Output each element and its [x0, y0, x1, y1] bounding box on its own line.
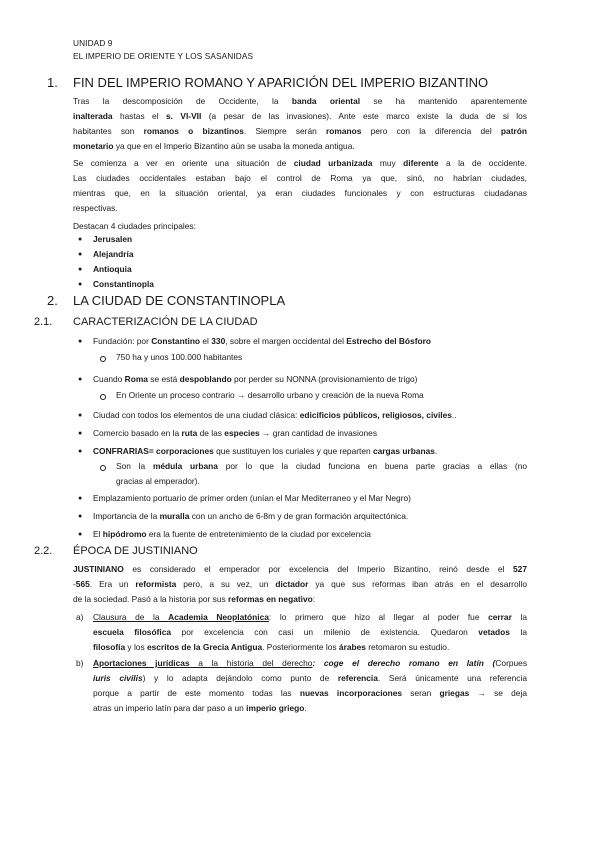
emphasis: cargas urbanas — [372, 446, 435, 456]
emphasis: 330 — [211, 336, 226, 346]
text-run: Emplazamiento portuario de primer orden (unían el Mar Mediterraneo y el Mar Negro) — [93, 493, 411, 503]
emphasis: hipódromo — [102, 529, 147, 539]
list-item — [93, 493, 411, 503]
text-run: de la sociedad. Pasó a la historia por sus — [73, 594, 229, 604]
emphasis: ruta — [181, 428, 198, 438]
text-run: muy — [372, 158, 404, 168]
text-run: Ciudad con todos los elementos de una ciudad clásica: — [93, 410, 300, 420]
emphasis: romanos o bizantinos — [143, 126, 244, 136]
emphasis: Estrecho del Bósforo — [346, 336, 431, 346]
text-run: pero con la diferencia del — [361, 126, 501, 136]
emphasis: Academia Neoplatónica — [168, 612, 269, 622]
subsection-2-2-number: 2.2. — [34, 545, 53, 557]
emphasis: 565 — [75, 579, 90, 589]
emphasis: iuris civilis — [93, 673, 143, 683]
text-run: se está — [147, 374, 180, 384]
bullet-dot: ● — [78, 251, 83, 258]
bullet-dot: ● — [78, 430, 83, 437]
text-run: (a pesar de las invasiones). Ante este marco existe la duda de si los — [201, 111, 527, 121]
justinian-line — [73, 564, 527, 574]
emphasis: patrón — [500, 126, 527, 136]
s1-p1-line — [73, 96, 527, 106]
s1-p2-line — [73, 158, 527, 168]
text-run: por lo que la ciudad funciona en buena parte gracias a ellas (no — [217, 461, 528, 471]
text-run: hastas el — [112, 111, 166, 121]
emphasis: ciudad urbanizada — [293, 158, 373, 168]
emphasis: : coge el derecho romano en latín ( — [312, 658, 496, 668]
text-run: En Oriente un proceso contrario → desarrollo urbano y creación de la nueva Roma — [116, 390, 424, 400]
s1-p1-line — [73, 111, 527, 121]
list-item — [93, 374, 417, 384]
reform-b-line — [93, 673, 527, 683]
bullet-dot: ● — [78, 376, 83, 383]
text-run: . Era un — [89, 579, 136, 589]
s1-p2-line — [73, 188, 527, 198]
text-run: que sustituyen los curiales y que reparten — [213, 446, 373, 456]
emphasis: JUSTINIANO — [73, 564, 124, 574]
text-run: por perder su NONNA (provisionamiento de trigo) — [231, 374, 418, 384]
text-run: era la fuente de entretenimiento de la ciudad por excelencia — [146, 529, 371, 539]
text-run: atras un imperio latín para dar paso a un — [93, 703, 247, 713]
text-run: Clausura de la — [93, 612, 169, 622]
text-run: el — [200, 336, 212, 346]
text-run: porque a partir de este momento todas las — [93, 688, 300, 698]
text-run: .. — [451, 410, 457, 420]
emphasis: Roma — [124, 374, 148, 384]
text-run: Tras la descomposición de Occidente, la — [73, 96, 292, 106]
text-run: Fundación: por — [93, 336, 152, 346]
text-run: gracias al emperador). — [116, 476, 200, 486]
sub-bullet-circle — [100, 465, 106, 471]
cities-intro: Destacan 4 ciudades principales: — [73, 221, 196, 231]
emphasis: reformista — [135, 579, 177, 589]
text-run: . Posteriormente los — [262, 642, 339, 652]
list-marker: a) — [76, 612, 84, 622]
emphasis: imperio griego — [246, 703, 305, 713]
justinian-line — [73, 579, 527, 589]
subsection-2-1-number: 2.1. — [34, 316, 53, 328]
text-run: es considerado el emperador por excelencia del Imperio Bizantino, reinó desde el — [123, 564, 514, 574]
bullet-dot: ● — [78, 448, 83, 455]
reform-a-line — [93, 642, 449, 652]
text-run: Las ciudades occidentales estaban bajo el control de Roma ya que, sinó, no habrían ciudades, — [73, 173, 527, 183]
list-item — [116, 390, 424, 400]
city-item: Antioquia — [93, 264, 132, 274]
text-run: → gran cantidad de invasiones — [259, 428, 378, 438]
text-run: seran — [402, 688, 440, 698]
s1-p2-line — [73, 203, 118, 213]
emphasis: edicificios públicos, religiosos, civiles — [299, 410, 452, 420]
section-2-number: 2. — [47, 293, 58, 308]
text-run: se ha mantenido aparentemente — [360, 96, 528, 106]
emphasis: monetario — [73, 141, 114, 151]
text-run: : lo primero que hizo al llegar al poder fue — [268, 612, 489, 622]
emphasis: griegas — [439, 688, 470, 698]
sub-bullet-circle — [100, 356, 106, 362]
s1-p1-line — [73, 141, 355, 151]
justinian-line — [73, 594, 315, 604]
list-item — [93, 511, 408, 521]
emphasis: Aportaciones jurídicas — [93, 658, 190, 668]
city-item: Constantinopla — [93, 279, 154, 289]
s1-p1-line — [73, 126, 527, 136]
bullet-dot: ● — [78, 236, 83, 243]
emphasis: especies — [224, 428, 260, 438]
list-item — [116, 461, 527, 471]
emphasis: s. VI-VII — [165, 111, 202, 121]
list-item — [93, 336, 431, 346]
text-run: Se comienza a ver en oriente una situación de — [73, 158, 294, 168]
text-run: respectivas. — [73, 203, 118, 213]
emphasis: romanos — [326, 126, 362, 136]
text-run: Son la — [116, 461, 153, 471]
list-item — [116, 352, 242, 362]
list-item — [93, 410, 457, 420]
text-run: a la de occidente. — [438, 158, 527, 168]
reform-a-line — [93, 612, 527, 622]
text-run: y los — [125, 642, 147, 652]
text-run: ya que sus reformas iban atrás en el desarrollo — [308, 579, 527, 589]
emphasis: cerrar — [488, 612, 512, 622]
bullet-dot: ● — [78, 412, 83, 419]
emphasis: filosofía — [93, 642, 126, 652]
emphasis: banda oriental — [291, 96, 361, 106]
list-item — [116, 476, 200, 486]
text-run: . Será únicamente una referencia — [377, 673, 527, 683]
list-marker: b) — [76, 658, 84, 668]
section-2-title: LA CIUDAD DE CONSTANTINOPLA — [73, 293, 286, 308]
city-item: Alejandría — [93, 249, 134, 259]
emphasis: CONFRARIAS= corporaciones — [93, 446, 214, 456]
text-run: Corpues — [495, 658, 528, 668]
text-run: de las — [197, 428, 225, 438]
text-run: habitantes son — [73, 126, 144, 136]
emphasis: despoblando — [179, 374, 232, 384]
text-run: Importancia de la — [93, 511, 160, 521]
emphasis: dictador — [275, 579, 309, 589]
emphasis: escuela filosófica — [93, 627, 172, 637]
text-run: : — [312, 594, 316, 604]
text-run: a la historia del derecho — [189, 658, 313, 668]
emphasis: Constantino — [151, 336, 201, 346]
list-item — [93, 529, 371, 539]
emphasis: árabes — [338, 642, 366, 652]
text-run: El — [93, 529, 103, 539]
emphasis: inalterada — [73, 111, 113, 121]
unit-label: UNIDAD 9 — [73, 38, 113, 48]
emphasis: nuevas incorporaciones — [299, 688, 403, 698]
emphasis: 527 — [513, 564, 527, 574]
subsection-2-2-title: ÉPOCA DE JUSTINIANO — [73, 545, 198, 557]
emphasis: vetados — [478, 627, 510, 637]
reform-a-line — [93, 627, 527, 637]
text-run: pero, a su vez, un — [176, 579, 276, 589]
sub-bullet-circle — [100, 394, 106, 400]
text-run: - — [73, 579, 76, 589]
emphasis: reformas en negativo — [228, 594, 313, 604]
section-1-title: FIN DEL IMPERIO ROMANO Y APARICIÓN DEL IMPERIO BIZANTINO — [73, 75, 489, 90]
emphasis: médula urbana — [152, 461, 218, 471]
text-run: con un ancho de 6-8m y de gran formación arquitectónica. — [189, 511, 409, 521]
text-run: Comercio basado en la — [93, 428, 182, 438]
s1-p2-line — [73, 173, 527, 183]
bullet-dot: ● — [78, 338, 83, 345]
text-run: . — [434, 446, 438, 456]
bullet-dot: ● — [78, 495, 83, 502]
emphasis: referencia — [337, 673, 378, 683]
text-run: → se deja — [469, 688, 527, 698]
text-run: retomaron su estudio. — [365, 642, 450, 652]
text-run: 750 ha y unos 100.000 habitantes — [116, 352, 243, 362]
bullet-dot: ● — [78, 266, 83, 273]
reform-b-line — [93, 688, 527, 698]
list-item — [93, 446, 437, 456]
text-run: , sobre el margen occidental del — [225, 336, 347, 346]
text-run: ya que en el Imperio Bizantino aún se usaba la moneda antigua. — [113, 141, 355, 151]
subsection-2-1-title: CARACTERIZACIÓN DE LA CIUDAD — [73, 316, 258, 328]
emphasis: diferente — [403, 158, 439, 168]
text-run: la — [509, 627, 527, 637]
section-1-number: 1. — [47, 75, 58, 90]
city-item: Jerusalen — [93, 234, 133, 244]
reform-b-line — [93, 658, 527, 668]
bullet-dot: ● — [78, 281, 83, 288]
text-run: Cuando — [93, 374, 125, 384]
text-run: por excelencia con casi un milenio de existencia. Quedaron — [171, 627, 479, 637]
reform-b-line — [93, 703, 307, 713]
unit-subtitle: EL IMPERIO DE ORIENTE Y LOS SASANIDAS — [73, 51, 254, 61]
text-run: . — [304, 703, 307, 713]
emphasis: muralla — [159, 511, 190, 521]
list-item — [93, 428, 377, 438]
bullet-dot: ● — [78, 513, 83, 520]
text-run: mientras que, en la situación oriental, ya eran ciudades funcionales y con estructuras ciudadanas — [73, 188, 527, 198]
text-run: . Siempre serán — [243, 126, 326, 136]
emphasis: escritos de la Grecia Antigua — [146, 642, 263, 652]
text-run: la — [511, 612, 527, 622]
bullet-dot: ● — [78, 531, 83, 538]
text-run: ) y lo adapta dejándolo como punto de — [142, 673, 338, 683]
